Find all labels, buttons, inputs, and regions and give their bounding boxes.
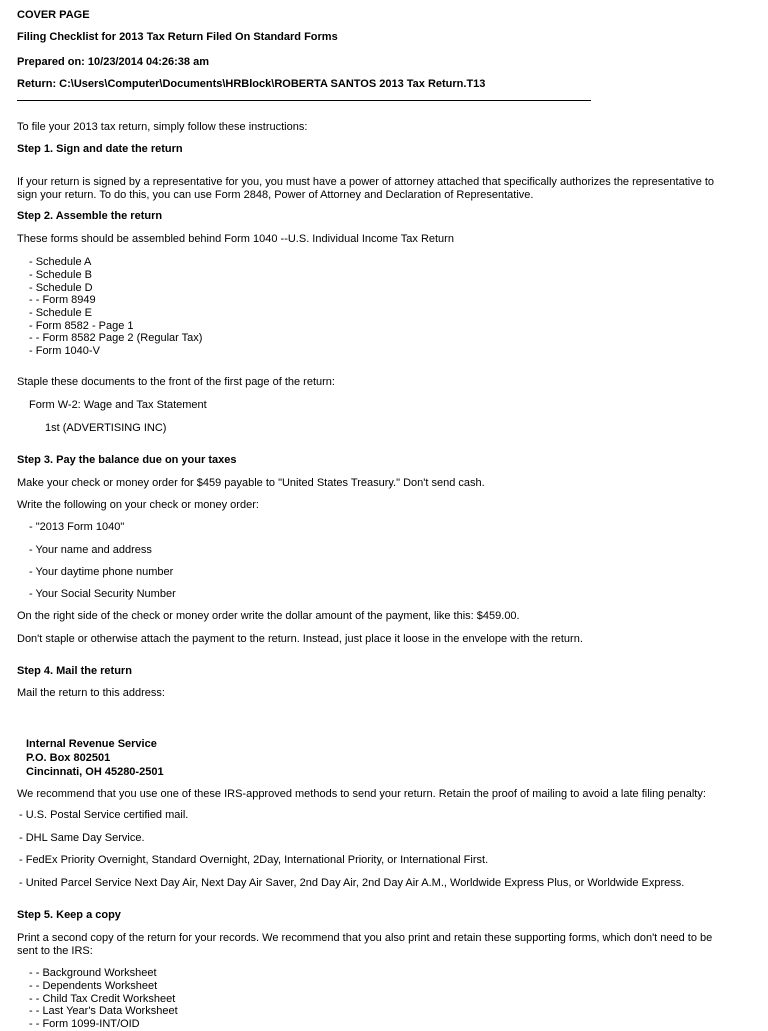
- mail-recommendation: We recommend that you use one of these IRS-approved methods to send your return. Retain the proof of mailing to avoid a late filing penalty:: [17, 788, 706, 800]
- address-line: Internal Revenue Service: [26, 738, 157, 750]
- form-list-item: - Schedule B: [29, 269, 92, 281]
- step5-heading: Step 5. Keep a copy: [17, 909, 121, 921]
- step5-text-line2: sent to the IRS:: [17, 945, 93, 957]
- prepared-date: Prepared on: 10/23/2014 04:26:38 am: [17, 56, 210, 68]
- staple-instructions: Staple these documents to the front of the first page of the return:: [17, 376, 335, 388]
- intro-text: To file your 2013 tax return, simply follow these instructions:: [17, 121, 308, 133]
- form-list-item: - Form 1040-V: [29, 345, 100, 357]
- form-list-item: - Schedule A: [29, 256, 92, 268]
- check-list-item: - Your name and address: [29, 544, 152, 556]
- worksheet-item: - - Dependents Worksheet: [29, 980, 158, 992]
- mail-method: - FedEx Priority Overnight, Standard Overnight, 2Day, International Priority, or International First.: [19, 854, 489, 866]
- form-list-item: - - Form 8582 Page 2 (Regular Tax): [29, 332, 203, 344]
- form-list-item: - Form 8582 - Page 1: [29, 320, 134, 332]
- form-list-item: - - Form 8949: [29, 294, 96, 306]
- step4-heading: Step 4. Mail the return: [17, 665, 132, 677]
- address-line: P.O. Box 802501: [26, 752, 111, 764]
- mail-method: - DHL Same Day Service.: [19, 832, 145, 844]
- return-path: Return: C:\Users\Computer\Documents\HRBlock\ROBERTA SANTOS 2013 Tax Return.T13: [17, 78, 486, 90]
- step3-heading: Step 3. Pay the balance due on your taxes: [17, 454, 237, 466]
- step5-text-line1: Print a second copy of the return for your records. We recommend that you also print and retain these supporting forms, which don't need to be: [17, 932, 713, 944]
- worksheet-item: - - Last Year's Data Worksheet: [29, 1005, 178, 1017]
- write-instructions: Write the following on your check or money order:: [17, 499, 259, 511]
- w2-label: Form W-2: Wage and Tax Statement: [29, 399, 207, 411]
- check-list-item: - "2013 Form 1040": [29, 521, 125, 533]
- step1-text-line1: If your return is signed by a representative for you, you must have a power of attorney attached that specifically authorizes the representative to: [17, 176, 715, 188]
- payment-text: Make your check or money order for $459 payable to "United States Treasury." Don't send cash.: [17, 477, 485, 489]
- form-list-item: - Schedule E: [29, 307, 92, 319]
- header-divider: [17, 100, 591, 101]
- mail-method: - U.S. Postal Service certified mail.: [19, 809, 189, 821]
- mail-method: - United Parcel Service Next Day Air, Next Day Air Saver, 2nd Day Air, 2nd Day Air A.M., Worldwide Express Plus, or Worldwide Express.: [19, 877, 685, 889]
- worksheet-item: - - Child Tax Credit Worksheet: [29, 993, 176, 1005]
- step1-text-line2: sign your return. To do this, you can use Form 2848, Power of Attorney and Declaration of Representative.: [17, 189, 534, 201]
- step2-heading: Step 2. Assemble the return: [17, 210, 163, 222]
- document-title: Filing Checklist for 2013 Tax Return Filed On Standard Forms: [17, 31, 338, 43]
- mail-instructions: Mail the return to this address:: [17, 687, 165, 699]
- form-list-item: - Schedule D: [29, 282, 93, 294]
- no-staple-instructions: Don't staple or otherwise attach the payment to the return. Instead, just place it loose in the envelope with the return.: [17, 633, 583, 645]
- step1-heading: Step 1. Sign and date the return: [17, 143, 183, 155]
- amount-instructions: On the right side of the check or money order write the dollar amount of the payment, like this: $459.00.: [17, 610, 520, 622]
- cover-page-label: COVER PAGE: [17, 9, 90, 21]
- w2-item: 1st (ADVERTISING INC): [45, 422, 167, 434]
- check-list-item: - Your daytime phone number: [29, 566, 174, 578]
- address-line: Cincinnati, OH 45280-2501: [26, 766, 164, 778]
- step2-text: These forms should be assembled behind Form 1040 --U.S. Individual Income Tax Return: [17, 233, 454, 245]
- worksheet-item: - - Form 1099-INT/OID: [29, 1018, 140, 1030]
- check-list-item: - Your Social Security Number: [29, 588, 176, 600]
- worksheet-item: - - Background Worksheet: [29, 967, 157, 979]
